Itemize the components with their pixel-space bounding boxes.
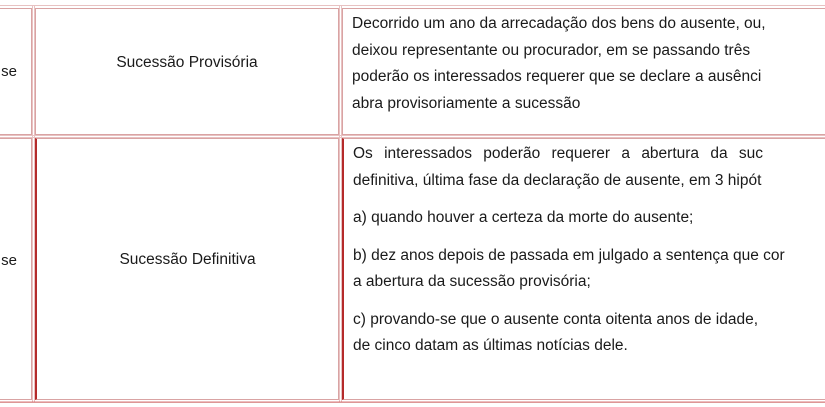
description-line: poderão os interessados requerer que se declare a ausênci <box>352 68 762 85</box>
phase-cell <box>0 138 32 400</box>
stage-cell <box>35 8 339 135</box>
stage-label: Sucessão Provisória <box>116 54 258 71</box>
description-line: de cinco datam as últimas notícias dele. <box>353 337 628 354</box>
description-line: c) provando-se que o ausente conta oitenta anos de idade, <box>353 310 759 328</box>
description-line: b) dez anos depois de passada em julgado a sentença que cor <box>353 246 785 264</box>
description-line: deixou representante ou procurador, em se passando três <box>352 41 751 59</box>
description-line: definitiva, última fase da declaração de ausente, em 3 hipót <box>353 171 762 189</box>
description-cell <box>342 138 825 400</box>
table-bottom-border <box>0 401 825 403</box>
description-line: Os interessados poderão requerer a abertura da suc <box>353 145 764 162</box>
phase-text: se <box>1 63 17 80</box>
description-text <box>353 141 825 360</box>
phase-text: se <box>1 252 17 269</box>
description-line: Decorrido um ano da arrecadação dos bens do ausente, ou, <box>352 15 766 32</box>
description-text <box>352 11 825 117</box>
stage-label: Sucessão Definitiva <box>119 251 256 268</box>
phase-cell <box>0 8 32 135</box>
description-line: a) quando houver a certeza da morte do ausente; <box>353 209 694 226</box>
stage-cell <box>35 138 339 400</box>
description-line: abra provisoriamente a sucessão <box>352 94 581 112</box>
description-cell <box>342 8 825 135</box>
description-line: a abertura da sucessão provisória; <box>353 273 591 290</box>
